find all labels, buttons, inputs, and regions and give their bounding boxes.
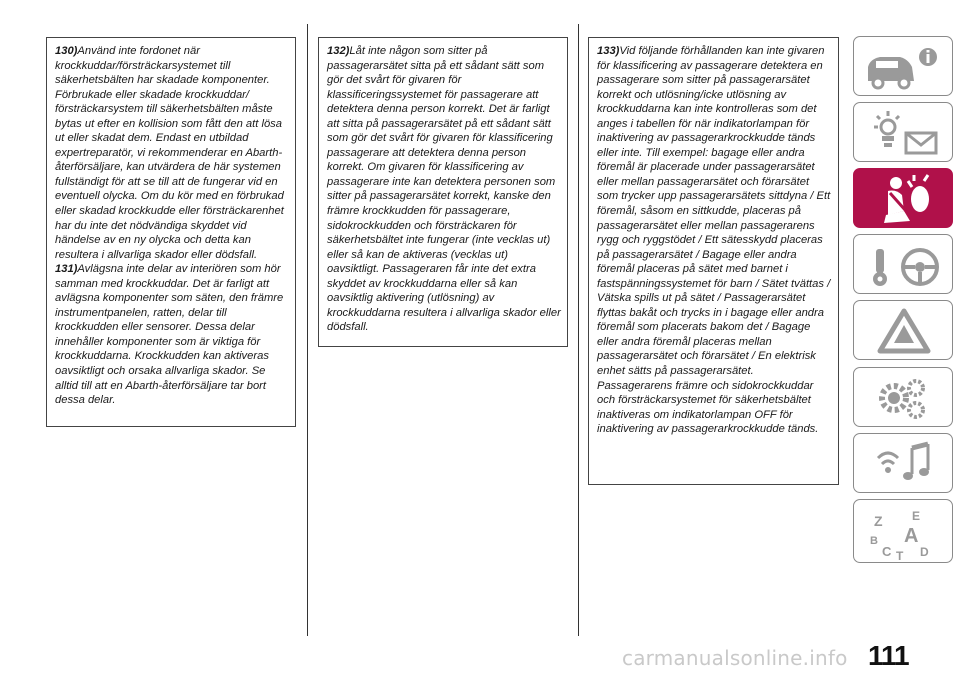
key-steering-icon [854,235,953,294]
tab-key-steering[interactable] [853,234,953,294]
index-letters-icon [854,500,953,563]
index-letter-z: Z [874,513,883,529]
note-131 [55,262,289,407]
note-133 [597,44,832,437]
page-number: 111 [868,640,909,671]
note-133-number: 133) [597,45,620,57]
index-letter-d: D [920,545,929,559]
warning-box-132 [318,37,568,347]
maintenance-gears-icon [854,368,953,427]
watermark: carmanualsonline.info [622,646,848,670]
index-letter-e: E [912,509,921,523]
tab-car-info[interactable] [853,36,953,96]
note-130 [55,44,289,262]
note-132 [327,44,561,335]
index-letter-b: B [870,535,878,547]
warning-box-130-131 [46,37,296,427]
index-letter-c: C [882,544,892,559]
tab-multimedia[interactable] [853,433,953,493]
multimedia-icon [854,434,953,493]
index-letter-t: T [896,549,904,563]
note-130-text: Använd inte fordonet när krockkuddar/försträckarsystemet till säkerhetsbälten har skadade komponenter. Förbrukade eller skadade krockkuddar/ försträckarsystem till säkerhetsbälten måste bytas ut efter en kollision som fått den att lösa ut eller skadat dem. Endast en utbildad expertreparatör, vi rekommenderar en Abarth-återförsäljare, kan utvärdera de här systemen fullständigt för att se till att de fungerar vid en eventuell olycka. Om du kör med en förbrukad eller skadad krockkudde eller försträckarenhet har du inte det nödvändiga skyddet vid händelse av en ny olycka och detta kan resultera i allvarliga skador eller dödsfall. [55,45,284,261]
tab-dashboard-lights[interactable] [853,102,953,162]
column-divider-2 [578,24,579,636]
note-132-text: Låt inte någon som sitter på passagerarsätet sitta på ett sådant sätt som gör det svårt för givaren för klassificeringssystemet för passagerare att detektera denna person korrekt. Det är farligt att sitta på passagerarsätet på ett sådant sätt som gör det svårt för givaren för klassificering passagerare att detektera denna person korrekt. Om givaren för klassificering av passagerare inte kan detektera personen som sitter på passagerarsätet korrekt, kanske den främre krockkudden för passagerare, sidokrockkudden och försträckaren för säkerhetsbältet inte fungerar (inte vecklas ut) eller så kan de aktiveras (vecklas ut) oavsiktligt. Passageraren får inte det extra skyddet av krockkuddarna eller så kan oavsiktlig aktivering (utlösning) av krockkuddarna resultera i allvarliga skador eller dödsfall. [327,45,561,334]
warning-triangle-icon [854,301,953,360]
note-133-text: Vid följande förhållanden kan inte givaren för klassificering av passagerare detektera en passagerare som sitter på passagerarsätet korrekt och utlösning/icke utlösning av krockkuddarna kan inte kontrolleras som det anges i tabellen för när indikatorlampan för inaktivering av passagerarkrockkudde tänds eller inte. Till exempel: bagage eller andra föremål är placerade under passagerarsätet eller mellan passagerarsätet och förarsätet som trycker upp passagerarsätets sittdyna / Ett föremål, såsom en sittkudde, placeras på passagerarsätet eller mellan passagerarens rygg och ryggstödet / Ett sätesskydd placeras på passagerarsätet / Bagage eller andra föremål placeras på sätet med barnet i fastspänningssystemet för barn / Sätet tvättas / Vätska spills ut på sätet / Passagerarsätet flyttas bakåt och trycks in i bagage eller andra föremål som placerats bakom det / Bagage eller andra föremål placeras mellan passagerarsätet och förarsätet / En elektrisk enhet sätts på passagerarsätet. Passagerarens främre och sidokrockkuddar och försträckarsystemet för säkerhetsbältet inaktiveras om indikatorlampan OFF för inaktivering av passagerarkrockkudde tänds. [597,45,831,436]
dashboard-lights-icon [854,103,953,162]
note-130-number: 130) [55,45,78,57]
column-divider-1 [307,24,308,636]
car-info-icon [854,37,953,96]
tab-maintenance[interactable] [853,367,953,427]
airbag-seatbelt-icon [854,169,953,228]
index-letter-a: A [904,525,919,547]
note-132-number: 132) [327,45,350,57]
tab-airbag-seatbelt[interactable] [853,168,953,228]
note-131-text: Avlägsna inte delar av interiören som hör samman med krockkuddar. Det är farligt att avlägsna komponenter som säten, den främre instrumentpanelen, ratten, delar till krockkudden eller sensorer. Dessa delar innehåller komponenter som är viktiga för krockkuddarna. Krockkudden kan aktiveras oavsiktligt och orsaka allvarliga skador. Se alltid till att en Abarth-återförsäljare tar bort dessa delar. [55,263,284,407]
tab-index[interactable] [853,499,953,563]
note-131-number: 131) [55,263,78,276]
warning-box-133 [588,37,839,485]
tab-warning[interactable] [853,300,953,360]
